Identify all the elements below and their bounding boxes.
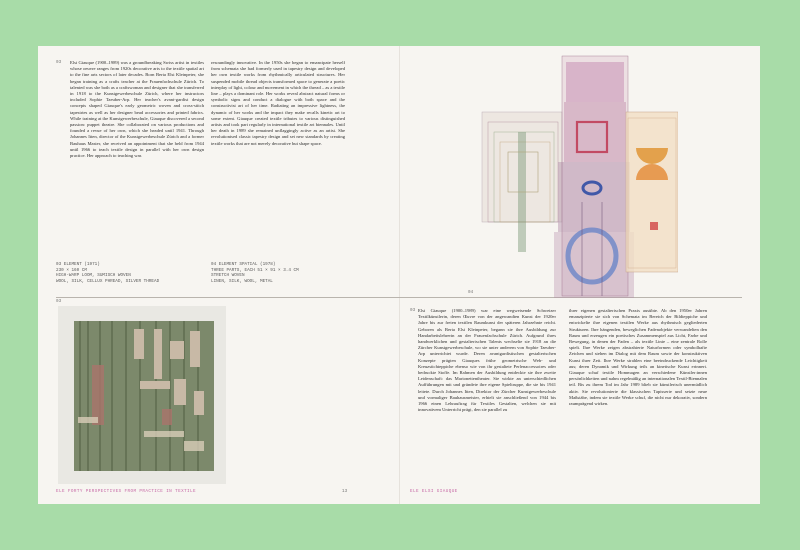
english-paragraph-2: resoundingly innovative. In the 1950s she began to emancipate herself from schemata she had formerly used in tapestry design and developed her own textile works from rhythmically articulated structures. Her suspended mobile thread objects transformed space to generate a poetic interplay of light, colour and movement in which the thread – as a textile line – plays a dominant role. Her works reveal abstract natural forms or symbolic signs and conduct a dialogue with both space and the constructivist art of her time. Radiating an impressive lightness, the dynamic of her works and the impact they make recalls kinetic art to some extent. Giauque created textile tributes to various distinguished artists and took part regularly in international textile art biennales. Until her death in 1989 she remained unflaggingly active as an artist. She revolutionised classic tapestry design and set new standards by creating textile works that are not merely decorative but shape space. [211, 60, 345, 146]
woven-tapestry-image [74, 321, 214, 471]
folio: 13 [342, 489, 348, 494]
german-paragraph-2: ihrer eigenen gestalterischen Praxis ausübte. Ab den 1950er Jahren emanzipierte sie sich von Schemata im Bereich der Bildteppiche und entwickelte ihre eigenen textilen Werke aus rhythmisch gegliederten Strukturen. Ihre hängenden, beweglichen Fadenobjekte verwandelten den Raum und erzeugen ein poetisches Zusammenspiel aus Licht, Farbe und Bewegung, in denen der Faden – als textile Linie – eine zentrale Rolle spielt. Ihre Werke zeigen abstrahierte Naturformen oder symbolhafte Zeichen und stehen im Dialog mit dem Raum sowie der konstruktiven Kunst ihrer Zeit. Ihre Werke strahlen eine beeindruckende Leichtigkeit aus; deren Dynamik und Wirkung teils an kinetische Kunst erinnert. Giauque schuf textile Hommagen an verschiedene Künstler:innen persönlichkeiten und nahm regelmäßig an internationalen Textil-Biennalen teil. Bis zu ihrem Tod im Jahr 1989 blieb sie künstlerisch unermüdlich aktiv. Sie revolutionierte die klassischen Tapisserie und setzte neue Maßstäbe, indem sie textile Werke schuf, die nicht nur dekorativ, sondern raumprägend wirken. [569, 308, 707, 407]
footer-left: ELE FORTY PERSPECTIVES FROM PRACTICE IN TEXTILE [56, 489, 196, 494]
corner-number: 03 [410, 308, 416, 313]
right-panel [626, 112, 678, 272]
footer-right: ELE ELSI GIAUQUE [410, 489, 458, 494]
page-number: 03 [56, 299, 62, 304]
center-panel [554, 56, 634, 298]
caption-element-spatial: 04 ELEMENT SPATIAL (1978) THREE PARTS, EACH 51 × 91 × 3.4 CM STRETCH WOVEN LINEN, SILK, WOOL, METAL [211, 262, 299, 284]
artwork-number: 04 [468, 290, 474, 295]
german-paragraph-1: Elsi Giauque (1900–1989) war eine wegweisende Schweizer Textilkünstlerin, deren Œuvre von der angewandten Kunst der 1920er Jahre bis zur freien textilen Raumkunst der späteren Jahrzehnte reicht. Geboren als Berta Elsi Kleinpeter, begann sie ihre Ausbildung zur Handarbeitslehrerin an der Frauenfachschule Zürich. Aufgrund ihres handwerklichen und gestalterischen Talents wechselte sie 1918 an die Zürcher Kunstgewerbeschule, wo sie unter anderem von Sophie Taeuber-Arp unterrichtet wurde. Deren avantgardistischen gestalterischen Konzepte prägten Giauques frühe geometrische Web- und Kreuzstichteppiche ebenso wie von ihr gestaltete Perlenaccessoires oder bedruckte Stoffe. Im Rahmen der Ausbildung entdeckte sie ihre zweite Leidenschaft: das Marionettentheater. Sie wirkte an unterschiedlichen Aufführungen mit und gründete ihre eigene Spieltruppe, die sie bis 1941 leitete. Durch Johannes Itten, Direktor der Zürcher Kunstgewerbeschule und vormaliger Bauhausmeister, erhielt sie anschließend von 1944 bis 1966 einen Lehrauftrag für Textiles Gestalten, welchen sie mit innovativem Unterricht prägt, den sie parallel zu [418, 308, 556, 413]
page-gutter [399, 46, 400, 504]
corner-number: 03 [56, 60, 62, 65]
textile-artwork-spatial [478, 52, 678, 302]
book-spread [38, 46, 760, 504]
caption-element-1971: 03 ELEMENT (1971) 230 × 160 CM HIGH-WARP LOOM, SUMISCH WOVEN WOOL, SILK, CELLUX PHREAD, SILVER THREAD [56, 262, 160, 284]
left-panel [482, 112, 562, 252]
english-paragraph-1: Elsi Giauque (1900–1989) was a groundbreaking Swiss artist in textiles whose oeuvre ranges from 1920s decorative arts to the textile spatial art to the fine arts sectors of later decades. Born Berta Elsi Kleinpeter, she began training as a crafts teacher at the Frauenfachschule Zürich. To talented was she both as a craftswoman and designer that she transferred in 1918 to the Kunstgewerbeschule Zürich, where her instructors included Sophie Taeuber-Arp. Her teacher's avant-gardist design concepts shaped Giauque's early geometric woven and cross-stitch tapestries as well as her designer bead accessories and printed fabrics. While training at the Kunstgewerbeschule, Giauque discovered a second passion: puppet theatre. She collaborated on various productions and founded a revue of her own, which she headed until 1941. Through Johannes Itten, director of the Kunstgewerbeschule Zürich and a former Bauhaus Master, she received an appointment that she held from 1944 until 1966 to teach textile design in parallel with her own design practice. Her approach to teaching was [70, 60, 204, 159]
